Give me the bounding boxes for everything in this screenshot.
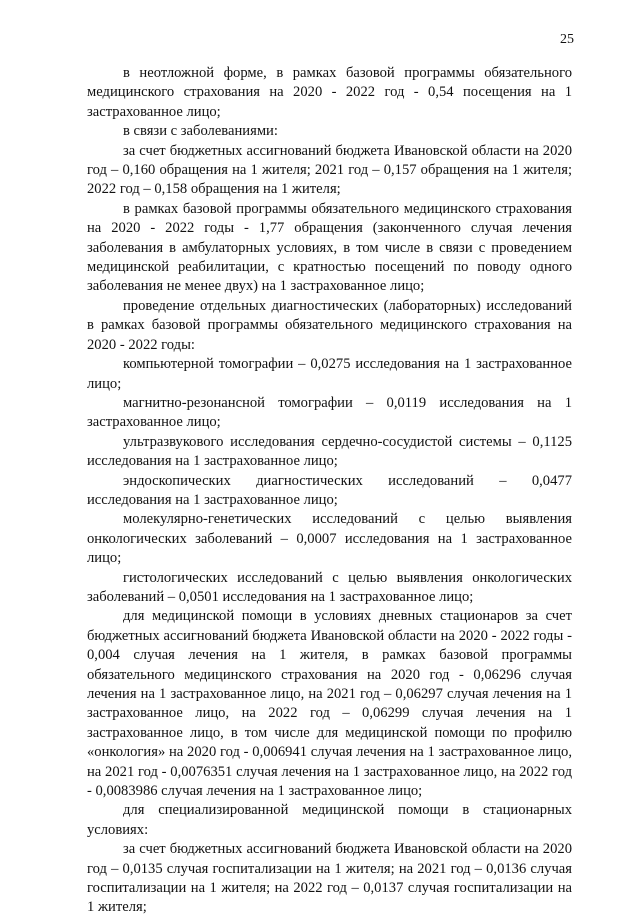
- page-number: 25: [560, 32, 574, 47]
- paragraph-histology: гистологических исследований с целью выявления онкологических заболеваний – 0,0501 исследования на 1 застрахованное лицо;: [87, 569, 572, 605]
- paragraph-day-hospital: для медицинской помощи в условиях дневных стационаров за счет бюджетных ассигнований бюджета Ивановской области на 2020 - 2022 годы - 0,004 случая лечения на 1 жителя, в рамках базовой программы обязательного медицинского страхования на 2020 год - 0,06296 случая лечения на 1 застрахованное лицо, на 2021 год – 0,06297 случая лечения на 1 застрахованное лицо, на 2022 год – 0,06299 случая лечения на 1 застрахованное лицо, в том числе для медицинской помощи по профилю «онкология» на 2020 год - 0,006941 случая лечения на 1 застрахованное лицо, на 2021 год - 0,0076351 случая лечения на 1 застрахованное лицо, на 2022 год - 0,0083986 случая лечения на 1 застрахованное лицо;: [87, 608, 572, 800]
- paragraph-inpatient-budget: за счет бюджетных ассигнований бюджета Ивановской области на 2020 год – 0,0135 случая госпитализации на 1 жителя; на 2021 год – 0,0136 случая госпитализации на 1 жителя; на 2022 год – 0,0137 случая госпитализации на 1 жителя;: [87, 841, 572, 916]
- paragraph-endoscopy: эндоскопических диагностических исследований – 0,0477 исследования на 1 застрахованное лицо;: [87, 472, 572, 508]
- body-text: [87, 64, 572, 918]
- paragraph-ct: компьютерной томографии – 0,0275 исследования на 1 застрахованное лицо;: [87, 356, 572, 392]
- paragraph-oms-appeals: в рамках базовой программы обязательного медицинского страхования на 2020 - 2022 годы - 1,77 обращения (законченного случая лечения заболевания в амбулаторных условиях, в том числе в связи с проведением медицинской реабилитации, с кратностью посещений по поводу одного заболевания не менее двух) на 1 застрахованное лицо;: [87, 200, 572, 295]
- paragraph-mri: магнитно-резонансной томографии – 0,0119 исследования на 1 застрахованное лицо;: [87, 394, 572, 431]
- paragraph-regional-budget-appeals: за счет бюджетных ассигнований бюджета Ивановской области на 2020 год – 0,160 обращения на 1 жителя; 2021 год – 0,157 обращения на 1 жителя; 2022 год – 0,158 обращения на 1 жителя;: [87, 142, 572, 198]
- paragraph-ultrasound: ультразвукового исследования сердечно-сосудистой системы – 0,1125 исследования на 1 застрахованное лицо;: [87, 433, 572, 470]
- paragraph-diagnostics-heading: проведение отдельных диагностических (лабораторных) исследований в рамках базовой программы обязательного медицинского страхования на 2020 - 2022 годы:: [87, 297, 572, 353]
- paragraph-molecular-genetic: молекулярно-генетических исследований с целью выявления онкологических заболеваний – 0,0007 исследования на 1 застрахованное лицо;: [87, 511, 572, 567]
- paragraph-inpatient-heading: для специализированной медицинской помощи в стационарных условиях:: [87, 802, 572, 838]
- paragraph-emergency-visits: в неотложной форме, в рамках базовой программы обязательного медицинского страхования на 2020 - 2022 год - 0,54 посещения на 1 застрахованное лицо;: [87, 65, 572, 120]
- paragraph-disease-heading: в связи с заболеваниями:: [123, 123, 278, 140]
